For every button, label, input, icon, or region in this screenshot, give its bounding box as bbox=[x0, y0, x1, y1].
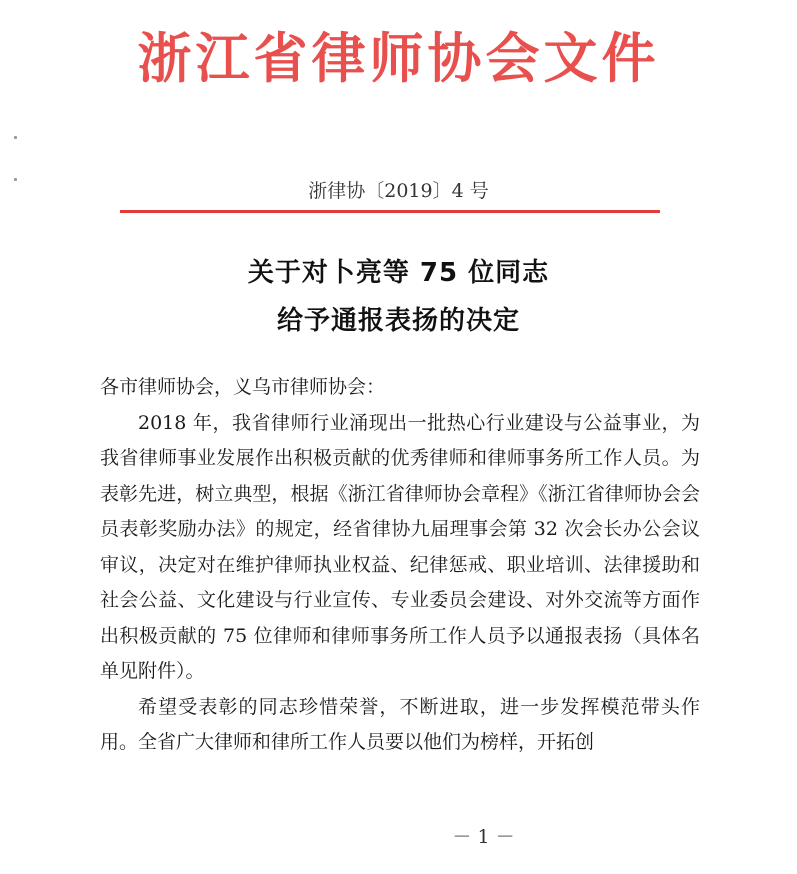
document-body bbox=[100, 370, 700, 761]
document-title-line-1: 关于对卜亮等 75 位同志 bbox=[247, 258, 550, 288]
salutation: 各市律师协会，义乌市律师协会： bbox=[100, 376, 386, 398]
body-paragraph-2: 希望受表彰的同志珍惜荣誉，不断进取，进一步发挥模范带头作用。全省广大律师和律所工作人员要以他们为榜样，开拓创 bbox=[100, 695, 700, 753]
document-number: 浙律协〔2019〕4 号 bbox=[308, 180, 489, 202]
page-number: － 1 － bbox=[452, 826, 515, 848]
body-paragraph-1: 2018 年，我省律师行业涌现出一批热心行业建设与公益事业，为我省律师事业发展作出积极贡献的优秀律师和律师事务所工作人员。为表彰先进，树立典型，根据《浙江省律师协会章程》《浙江省律师协会会员表彰奖励办法》的规定，经省律协九届理事会第 32 次会长办公会议审议，决定对在维护律师执业权益、纪律惩戒、职业培训、法律援助和社会公益、文化建设与行业宣传、专业委员会建设、对外交流等方面作出积极贡献的 75 位律师和律师事务所工作人员予以通报表扬（具体名单见附件）。 bbox=[100, 411, 700, 682]
red-divider-line bbox=[120, 210, 660, 213]
scan-speck bbox=[14, 136, 17, 139]
document-title-line-2: 给予通报表扬的决定 bbox=[276, 306, 520, 336]
document-header-title: 浙江省律师协会文件 bbox=[137, 26, 660, 90]
